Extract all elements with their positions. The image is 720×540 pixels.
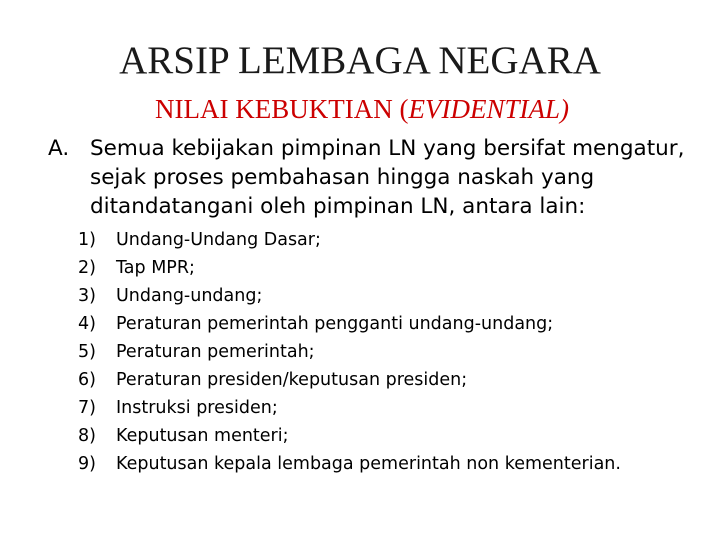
section-a [48,134,708,221]
list-item-text: Undang-undang; [116,286,263,306]
list-item [78,450,708,478]
numbered-list [78,226,708,478]
list-item [78,282,708,310]
list-item-text: Keputusan menteri; [116,426,289,446]
list-item [78,310,708,338]
list-item [78,422,708,450]
list-item [78,394,708,422]
list-item-number: 7) [78,398,96,418]
list-item-number: 6) [78,370,96,390]
list-item-text: Peraturan pemerintah pengganti undang-undang; [116,314,554,334]
list-item-number: 8) [78,426,96,446]
list-item-number: 4) [78,314,96,334]
list-item-text: Tap MPR; [116,258,195,278]
list-item-number: 9) [78,454,96,474]
list-item-text: Peraturan pemerintah; [116,342,315,362]
slide-subtitle [0,91,720,127]
list-item-number: 1) [78,230,96,250]
subtitle-italic: EVIDENTIAL) [408,94,569,124]
subtitle-prefix: NILAI KEBUKTIAN ( [155,94,409,124]
list-item-text: Undang-Undang Dasar; [116,230,321,250]
list-item [78,226,708,254]
list-item-number: 2) [78,258,96,278]
section-letter: A. [48,136,70,161]
list-item [78,338,708,366]
list-item [78,366,708,394]
list-item-text: Instruksi presiden; [116,398,278,418]
list-item-text: Keputusan kepala lembaga pemerintah non kementerian. [116,454,621,474]
list-item-number: 3) [78,286,96,306]
list-item-text: Peraturan presiden/keputusan presiden; [116,370,468,390]
slide-title: ARSIP LEMBAGA NEGARA [119,39,601,82]
list-item [78,254,708,282]
section-text: Semua kebijakan pimpinan LN yang bersifat mengatur, sejak proses pembahasan hingga naskah yang ditandatangani oleh pimpinan LN, antara lain: [90,136,685,219]
list-item-number: 5) [78,342,96,362]
